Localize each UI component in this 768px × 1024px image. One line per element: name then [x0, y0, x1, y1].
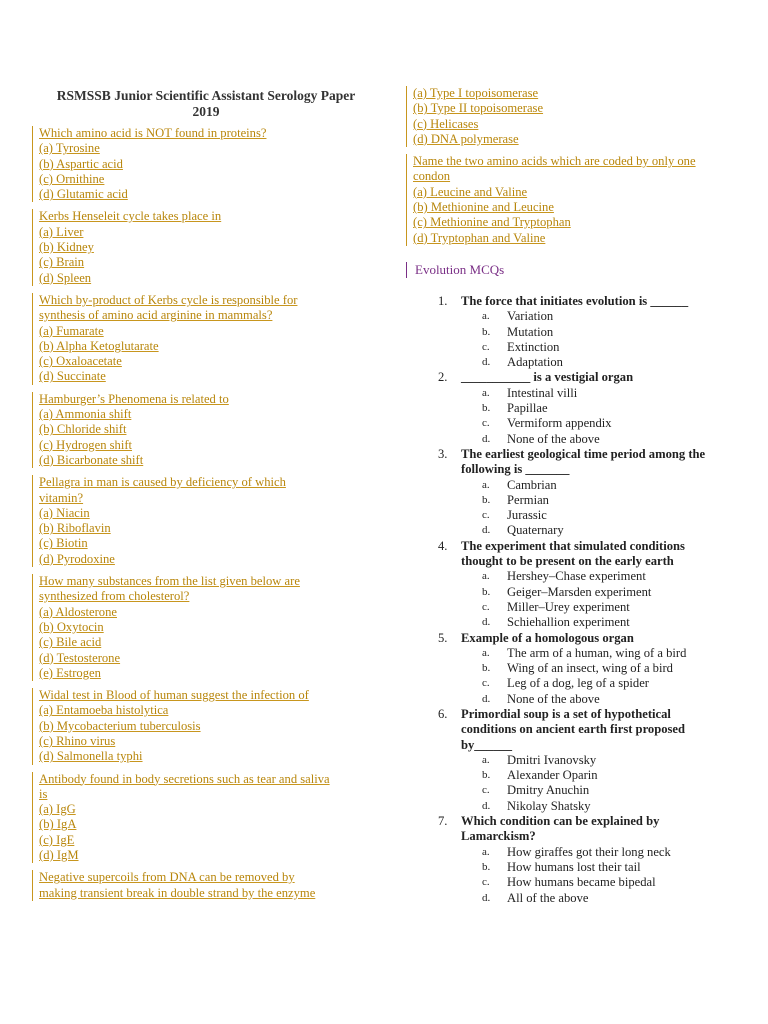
- mcq-question-text: [406, 707, 746, 722]
- mcq-option-text: Nikolay Shatsky: [507, 798, 591, 813]
- mcq-option-text: Extinction: [507, 339, 560, 354]
- question-text: making transient break in double strand by the enzyme: [39, 885, 316, 900]
- mcq-option-letter: b.: [482, 402, 491, 415]
- mcq-question-text: [406, 722, 746, 737]
- answer-option: (b) Chloride shift: [39, 422, 127, 437]
- answer-option: (d) Succinate: [39, 369, 106, 384]
- mcq-option: [406, 493, 746, 508]
- answer-option: (b) Kidney: [39, 240, 94, 255]
- answer-option: (a) Tyrosine: [39, 141, 100, 156]
- mcq-item: [406, 539, 746, 631]
- mcq-option: [406, 309, 746, 324]
- answer-option: (d) Glutamic acid: [39, 187, 128, 202]
- answer-option: (c) Oxaloacetate: [39, 354, 122, 369]
- title-line: RSMSSB Junior Scientific Assistant Serology Paper: [56, 88, 356, 103]
- mcq-option: [406, 860, 746, 875]
- mcq-option-letter: b.: [482, 325, 491, 338]
- question-block: [32, 392, 372, 468]
- question-text: Negative supercoils from DNA can be removed by: [39, 870, 295, 885]
- mcq-option: [406, 416, 746, 431]
- mcq-option-letter: d.: [482, 432, 491, 445]
- evolution-mcq-list: [406, 294, 746, 906]
- answer-option: (a) Niacin: [39, 505, 90, 520]
- answer-option: (a) Aldosterone: [39, 604, 117, 619]
- mcq-option-text: Papillae: [507, 401, 548, 416]
- mcq-question-line: The force that initiates evolution is ______: [461, 293, 689, 308]
- mcq-option-letter: d.: [482, 692, 491, 705]
- mcq-option-letter: b.: [482, 769, 491, 782]
- mcq-option-letter: d.: [482, 616, 491, 629]
- mcq-option-text: Dmitry Anuchin: [507, 783, 590, 798]
- question-text: synthesis of amino acid arginine in mammals?: [39, 308, 273, 323]
- mcq-question-line: ___________ is a vestigial organ: [461, 370, 634, 385]
- mcq-option: [406, 799, 746, 814]
- mcq-option: [406, 875, 746, 890]
- mcq-option: [406, 508, 746, 523]
- mcq-question-text: [406, 447, 746, 462]
- mcq-option: [406, 355, 746, 370]
- answer-option: (a) Leucine and Valine: [413, 184, 528, 199]
- question-block: [32, 574, 372, 681]
- mcq-option: [406, 676, 746, 691]
- answer-option: (b) Aspartic acid: [39, 156, 123, 171]
- mcq-option-text: How humans lost their tail: [507, 859, 641, 874]
- mcq-option-text: The arm of a human, wing of a bird: [507, 645, 687, 660]
- question-text: How many substances from the list given below are: [39, 574, 300, 589]
- mcq-option-letter: a.: [482, 386, 490, 399]
- mcq-option: [406, 783, 746, 798]
- mcq-option-letter: a.: [482, 845, 490, 858]
- mcq-item: [406, 631, 746, 707]
- mcq-option-letter: c.: [482, 340, 490, 353]
- mcq-option-text: Adaptation: [507, 355, 563, 370]
- answer-option: (d) Salmonella typhi: [39, 749, 143, 764]
- mcq-option-letter: a.: [482, 310, 490, 323]
- question-text: Which amino acid is NOT found in proteins?: [39, 126, 267, 140]
- answer-option: (a) IgG: [39, 802, 76, 817]
- question-text: Name the two amino acids which are coded by only one: [413, 154, 696, 169]
- mcq-option-letter: b.: [482, 860, 491, 873]
- mcq-option: [406, 523, 746, 538]
- answer-option: (a) Entamoeba histolytica: [39, 703, 169, 718]
- mcq-question-line: conditions on ancient earth first proposed: [461, 722, 686, 737]
- question-text: Kerbs Henseleit cycle takes place in: [39, 209, 222, 224]
- question-block: [32, 870, 372, 901]
- mcq-question-line: Example of a homologous organ: [461, 630, 634, 645]
- mcq-option: [406, 692, 746, 707]
- mcq-option-letter: c.: [482, 417, 490, 430]
- mcq-option-text: Miller–Urey experiment: [507, 599, 630, 614]
- left-question-list: [32, 126, 372, 901]
- mcq-question-line: by______: [461, 737, 513, 752]
- mcq-question-line: The earliest geological time period among the: [461, 446, 706, 461]
- mcq-item: [406, 447, 746, 539]
- answer-option: (d) Spleen: [39, 270, 92, 285]
- mcq-option-text: Vermiform appendix: [507, 416, 612, 431]
- mcq-option-text: Leg of a dog, leg of a spider: [507, 676, 649, 691]
- mcq-question-text: [406, 370, 746, 385]
- question-text: Hamburger’s Phenomena is related to: [39, 391, 229, 406]
- mcq-option-letter: c.: [482, 784, 490, 797]
- mcq-number: 2.: [438, 370, 448, 385]
- mcq-option: [406, 585, 746, 600]
- mcq-option: [406, 478, 746, 493]
- mcq-option-text: None of the above: [507, 691, 600, 706]
- mcq-option-letter: b.: [482, 585, 491, 598]
- mcq-option-text: How giraffes got their long neck: [507, 844, 671, 859]
- answer-option: (a) Ammonia shift: [39, 407, 132, 422]
- answer-option: (c) Bile acid: [39, 635, 102, 650]
- mcq-option: [406, 386, 746, 401]
- mcq-option: [406, 891, 746, 906]
- mcq-item: [406, 707, 746, 814]
- mcq-number: 5.: [438, 630, 448, 645]
- mcq-number: 1.: [438, 293, 448, 308]
- mcq-number: 4.: [438, 538, 448, 553]
- mcq-option: [406, 646, 746, 661]
- mcq-option-letter: d.: [482, 891, 491, 904]
- question-block: [406, 86, 746, 147]
- question-block: [32, 293, 372, 385]
- mcq-option-text: Permian: [507, 492, 549, 507]
- mcq-question-text: [406, 738, 746, 753]
- answer-option: (b) Oxytocin: [39, 619, 104, 634]
- answer-option: (b) Riboflavin: [39, 521, 111, 536]
- mcq-number: 6.: [438, 706, 448, 721]
- question-text: synthesized from cholesterol?: [39, 589, 190, 604]
- answer-option: (c) IgE: [39, 832, 75, 847]
- mcq-option-letter: a.: [482, 478, 490, 491]
- mcq-option-text: Dmitri Ivanovsky: [507, 752, 597, 767]
- right-column: [406, 86, 746, 906]
- mcq-option-letter: b.: [482, 493, 491, 506]
- mcq-question-text: [406, 539, 746, 554]
- answer-option: (d) IgM: [39, 848, 79, 863]
- answer-option: (d) Testosterone: [39, 650, 121, 665]
- answer-option: (b) Alpha Ketoglutarate: [39, 338, 159, 353]
- question-text: Which by-product of Kerbs cycle is responsible for: [39, 292, 298, 307]
- mcq-question-line: Lamarckism?: [461, 829, 536, 844]
- mcq-option-letter: c.: [482, 876, 490, 889]
- mcq-option-text: Hershey–Chase experiment: [507, 569, 646, 584]
- mcq-option-letter: d.: [482, 799, 491, 812]
- mcq-option-letter: c.: [482, 677, 490, 690]
- mcq-option-letter: d.: [482, 524, 491, 537]
- mcq-question-line: Primordial soup is a set of hypothetical: [461, 706, 671, 721]
- question-block: [32, 126, 372, 202]
- question-text: is: [39, 786, 48, 801]
- mcq-item: [406, 814, 746, 906]
- mcq-option-text: Mutation: [507, 324, 554, 339]
- mcq-question-line: thought to be present on the early earth: [461, 554, 674, 569]
- mcq-option-letter: d.: [482, 356, 491, 369]
- mcq-option-letter: b.: [482, 662, 491, 675]
- answer-option: (c) Ornithine: [39, 171, 105, 186]
- answer-option: (a) Fumarate: [39, 323, 104, 338]
- mcq-option-text: Wing of an insect, wing of a bird: [507, 661, 673, 676]
- question-text: vitamin?: [39, 490, 84, 505]
- mcq-option: [406, 340, 746, 355]
- mcq-option: [406, 325, 746, 340]
- mcq-option-text: None of the above: [507, 431, 600, 446]
- answer-option: (d) DNA polymerase: [413, 131, 519, 146]
- question-text: Antibody found in body secretions such as tear and saliva: [39, 771, 330, 786]
- mcq-question-text: [406, 814, 746, 829]
- question-text: Pellagra in man is caused by deficiency of which: [39, 475, 286, 490]
- mcq-question-text: [406, 294, 746, 309]
- answer-option: (a) Type I topoisomerase: [413, 86, 539, 100]
- mcq-item: [406, 370, 746, 446]
- mcq-number: 7.: [438, 814, 448, 829]
- mcq-option: [406, 753, 746, 768]
- mcq-question-line: The experiment that simulated conditions: [461, 538, 685, 553]
- answer-option: (c) Biotin: [39, 536, 88, 551]
- mcq-option-text: Jurassic: [507, 508, 547, 523]
- answer-option: (b) Methionine and Leucine: [413, 200, 554, 215]
- right-question-list: [406, 86, 746, 246]
- question-block: [32, 209, 372, 285]
- mcq-question-text: [406, 631, 746, 646]
- mcq-question-text: [406, 462, 746, 477]
- paper-title: [32, 88, 372, 120]
- mcq-option-letter: c.: [482, 600, 490, 613]
- mcq-question-text: [406, 829, 746, 844]
- answer-option: (b) Type II topoisomerase: [413, 101, 544, 116]
- question-text: condon: [413, 169, 451, 184]
- mcq-option-text: All of the above: [507, 890, 589, 905]
- mcq-option: [406, 401, 746, 416]
- mcq-option: [406, 661, 746, 676]
- answer-option: (b) IgA: [39, 817, 77, 832]
- mcq-option: [406, 845, 746, 860]
- mcq-option: [406, 768, 746, 783]
- mcq-option-text: Variation: [507, 309, 554, 324]
- section-heading: Evolution MCQs: [406, 262, 746, 278]
- mcq-option-letter: c.: [482, 509, 490, 522]
- mcq-option-text: Cambrian: [507, 477, 557, 492]
- title-line: 2019: [192, 104, 220, 119]
- answer-option: (a) Liver: [39, 224, 84, 239]
- mcq-option: [406, 615, 746, 630]
- mcq-option-letter: a.: [482, 570, 490, 583]
- answer-option: (d) Tryptophan and Valine: [413, 230, 546, 245]
- mcq-option: [406, 600, 746, 615]
- mcq-option: [406, 432, 746, 447]
- answer-option: (c) Rhino virus: [39, 733, 116, 748]
- question-block: [32, 772, 372, 864]
- answer-option: (c) Methionine and Tryptophan: [413, 215, 571, 230]
- mcq-option-letter: a.: [482, 753, 490, 766]
- answer-option: (d) Pyrodoxine: [39, 551, 115, 566]
- mcq-question-line: following is _______: [461, 462, 570, 477]
- left-column: [32, 86, 372, 908]
- mcq-number: 3.: [438, 446, 448, 461]
- mcq-option: [406, 569, 746, 584]
- question-block: [32, 475, 372, 567]
- mcq-option-text: Intestinal villi: [507, 385, 578, 400]
- answer-option: (d) Bicarbonate shift: [39, 452, 144, 467]
- answer-option: (e) Estrogen: [39, 665, 101, 680]
- answer-option: (c) Helicases: [413, 116, 479, 131]
- question-block: [32, 688, 372, 764]
- mcq-item: [406, 294, 746, 370]
- answer-option: (c) Hydrogen shift: [39, 437, 133, 452]
- mcq-option-letter: a.: [482, 646, 490, 659]
- question-text: Widal test in Blood of human suggest the infection of: [39, 688, 309, 703]
- mcq-option-text: How humans became bipedal: [507, 875, 656, 890]
- question-block: [406, 154, 746, 246]
- mcq-option-text: Geiger–Marsden experiment: [507, 584, 652, 599]
- mcq-question-text: [406, 554, 746, 569]
- mcq-option-text: Quaternary: [507, 523, 564, 538]
- answer-option: (b) Mycobacterium tuberculosis: [39, 718, 201, 733]
- mcq-option-text: Schiehallion experiment: [507, 615, 630, 630]
- mcq-question-line: Which condition can be explained by: [461, 814, 660, 829]
- mcq-option-text: Alexander Oparin: [507, 768, 598, 783]
- answer-option: (c) Brain: [39, 255, 85, 270]
